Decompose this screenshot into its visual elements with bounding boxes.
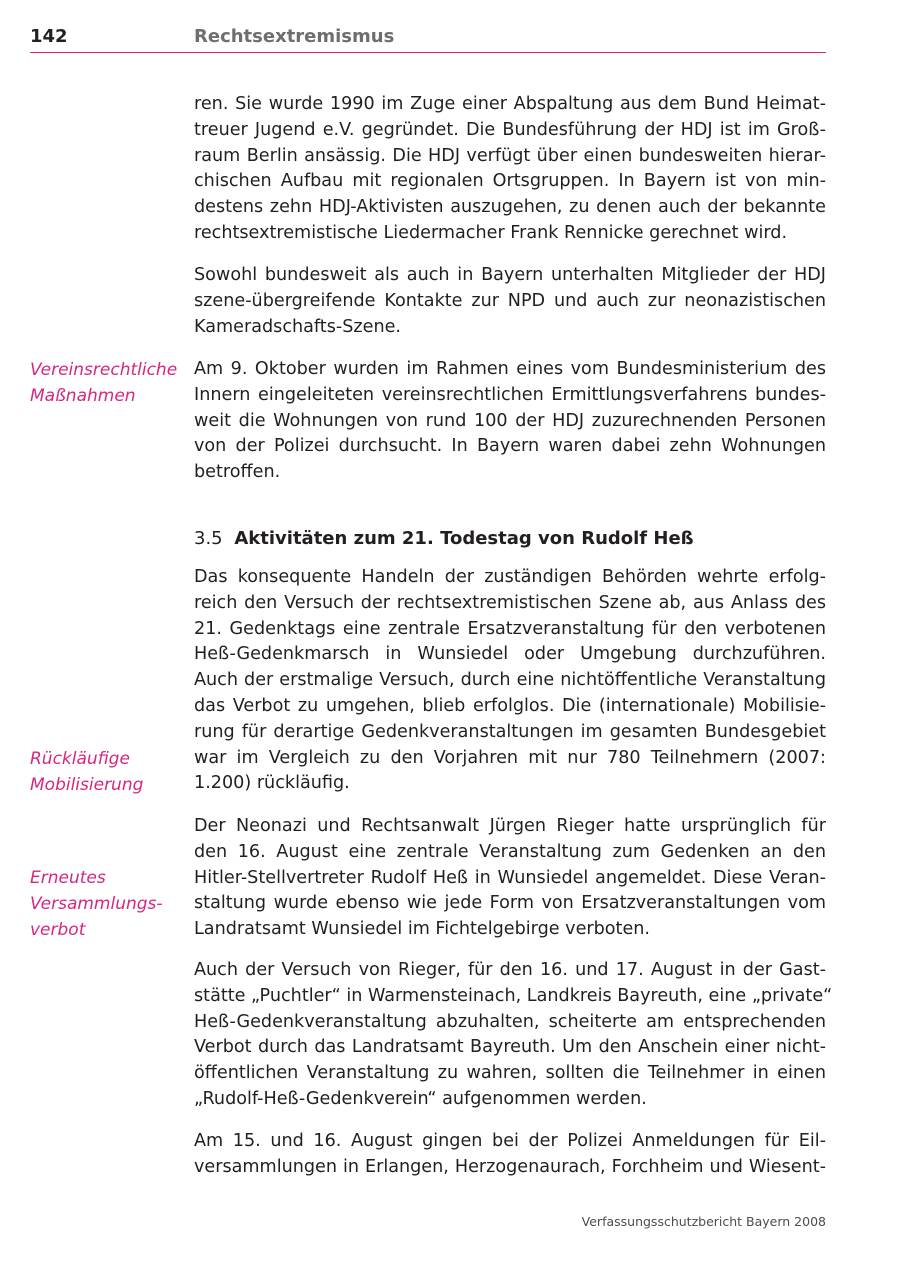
paragraph-gedenktag: Das konsequente Handeln der zuständigen Behörden wehrte erfolg- reich den Versuch der rechtsextremistischen Szene ab, aus Anlass des 21. Gedenktags eine zentrale Ersatzveranstaltung für den verbotenen Heß-Gedenkmarsch in Wunsiedel oder Umgebung durchzuführen. Auch der erstmalige Versuch, durch eine nichtöffentliche Veranstaltung das Verbot zu umgehen, blieb erfolglos. Die (internationale) Mobilisie- rung für derartige Gedenkveranstaltungen im gesamten Bundesgebiet war im Vergleich zu den Vorjahren mit nur 780 Teilnehmern (2007: 1.200) rückläufig. — [194, 567, 826, 794]
section-title: Aktivitäten zum 21. Todestag von Rudolf Heß — [234, 528, 694, 549]
margin-note-erneutes-versammlungsverbot: Erneutes Versammlungs- verbot — [30, 868, 163, 940]
paragraph-vereinsrecht: Am 9. Oktober wurden im Rahmen eines vom Bundesministerium des Innern eingeleiteten vereinsrechtlichen Ermittlungsverfahrens bundes- weit die Wohnungen von rund 100 der HDJ zuzurechnenden Personen von der Polizei durchsucht. In Bayern waren dabei zehn Wohnungen betroffen. — [194, 359, 826, 483]
page-footer: Verfassungsschutzbericht Bayern 2008 — [581, 1214, 826, 1229]
page-header — [30, 24, 826, 53]
paragraph-hdj-contacts: Sowohl bundesweit als auch in Bayern unterhalten Mitglieder der HDJ szene-übergreifende Kontakte zur NPD und auch zur neonazistischen Kameradschafts-Szene. — [194, 265, 826, 337]
section-heading — [194, 526, 826, 552]
paragraph-puchtler: Auch der Versuch von Rieger, für den 16. und 17. August in der Gast- stätte „Puchtler“ in Warmensteinach, Landkreis Bayreuth, eine „private“ Heß-Gedenkveranstaltung abzuhalten, scheiterte am entsprechenden Verbot durch das Landratsamt Bayreuth. Um den Anschein einer nicht- öffentlichen Veranstaltung zu wahren, sollten die Teilnehmer in einen „Rudolf-Heß-Gedenkverein“ aufgenommen werden. — [194, 960, 833, 1109]
section-number: 3.5 — [194, 528, 223, 549]
paragraph-hdj-intro: ren. Sie wurde 1990 im Zuge einer Abspaltung aus dem Bund Heimat- treuer Jugend e.V. gegründet. Die Bundesführung der HDJ ist im Groß- raum Berlin ansässig. Die HDJ verfügt über einen bundesweiten hierar- chischen Aufbau mit regionalen Ortsgruppen. In Bayern ist von min- destens zehn HDJ-Aktivisten auszugehen, zu denen auch der bekannte rechtsextremistische Liedermacher Frank Rennicke gerechnet wird. — [194, 94, 826, 243]
margin-note-vereinsrechtliche-massnahmen: Vereinsrechtliche Maßnahmen — [30, 360, 178, 406]
paragraph-eilversammlungen: Am 15. und 16. August gingen bei der Polizei Anmeldungen für Eil- versammlungen in Erlangen, Herzogenaurach, Forchheim und Wiesent- — [194, 1131, 826, 1177]
running-title: Rechtsextremismus — [194, 26, 395, 47]
paragraph-rieger-anmeldung: Der Neonazi und Rechtsanwalt Jürgen Rieger hatte ursprünglich für den 16. August eine zentrale Veranstaltung zum Gedenken an den Hitler-Stellvertreter Rudolf Heß in Wunsiedel angemeldet. Diese Veran- staltung wurde ebenso wie jede Form von Ersatzveranstaltungen vom Landratsamt Wunsiedel im Fichtelgebirge verboten. — [194, 816, 826, 940]
margin-note-ruecklaeufige-mobilisierung: Rückläufige Mobilisierung — [30, 749, 144, 795]
page-number: 142 — [30, 26, 68, 47]
